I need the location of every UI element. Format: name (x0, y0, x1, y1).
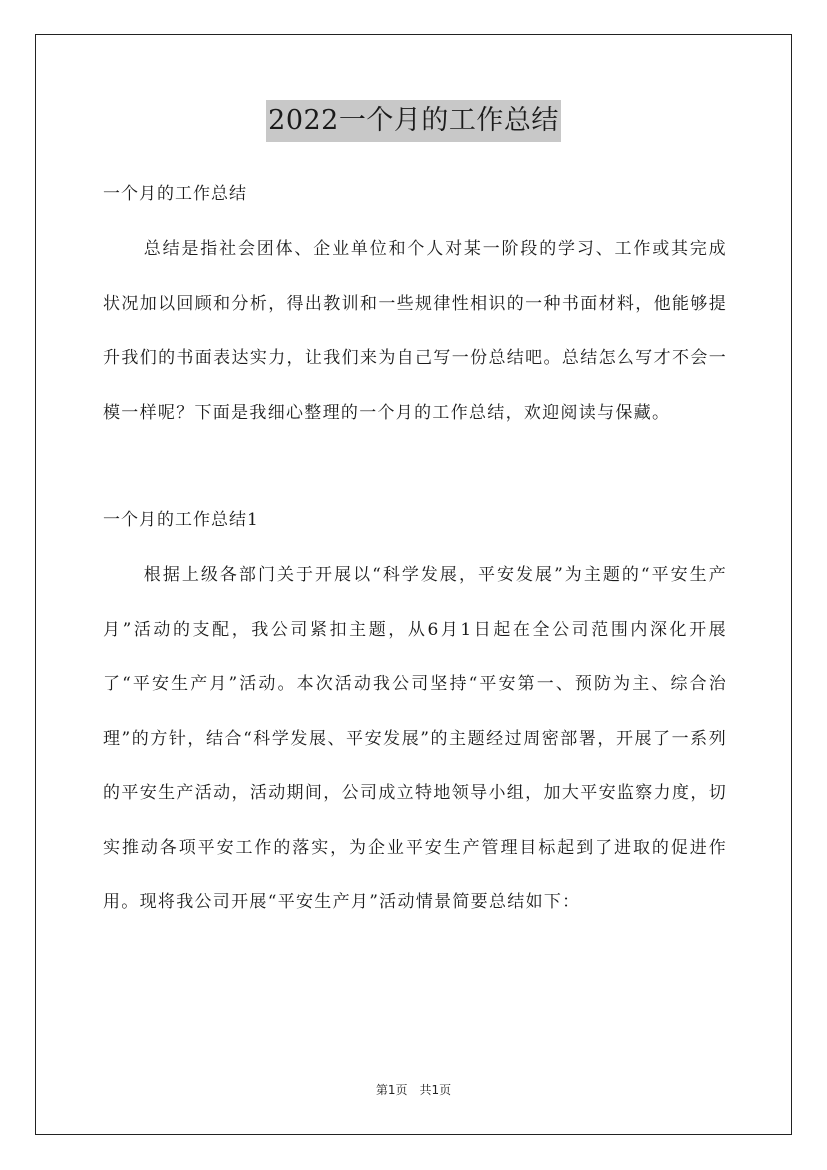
document-body (103, 176, 727, 930)
intro-paragraph: 总结是指社会团体、企业单位和个人对某一阶段的学习、工作或其完成状况加以回顾和分析，得出教训和一些规律性相识的一种书面材料，他能够提升我们的书面表达实力，让我们来为自己写一份总结吧。总结怎么写才不会一模一样呢？下面是我细心整理的一个月的工作总结，欢迎阅读与保藏。 (103, 239, 727, 423)
title-container (0, 100, 827, 142)
body-paragraph: 根据上级各部门关于开展以“科学发展，平安发展”为主题的“平安生产月”活动的支配，我公司紧扣主题，从6月1日起在全公司范围内深化开展了“平安生产月”活动。本次活动我公司坚持“平安第一、预防为主、综合治理”的方针，结合“科学发展、平安发展”的主题经过周密部署，开展了一系列的平安生产活动，活动期间，公司成立特地领导小组，加大平安监察力度，切实推动各项平安工作的落实，为企业平安生产管理目标起到了进取的促进作用。现将我公司开展“平安生产月”活动情景简要总结如下： (103, 565, 727, 912)
page-footer (0, 1081, 827, 1098)
spacer (103, 440, 727, 468)
page-number: 第1页 (375, 1083, 408, 1097)
section-heading-1: 一个月的工作总结1 (103, 510, 259, 530)
section-heading: 一个月的工作总结 (103, 184, 247, 204)
document-title: 2022一个月的工作总结 (266, 100, 561, 142)
page-total: 共1页 (419, 1083, 452, 1097)
